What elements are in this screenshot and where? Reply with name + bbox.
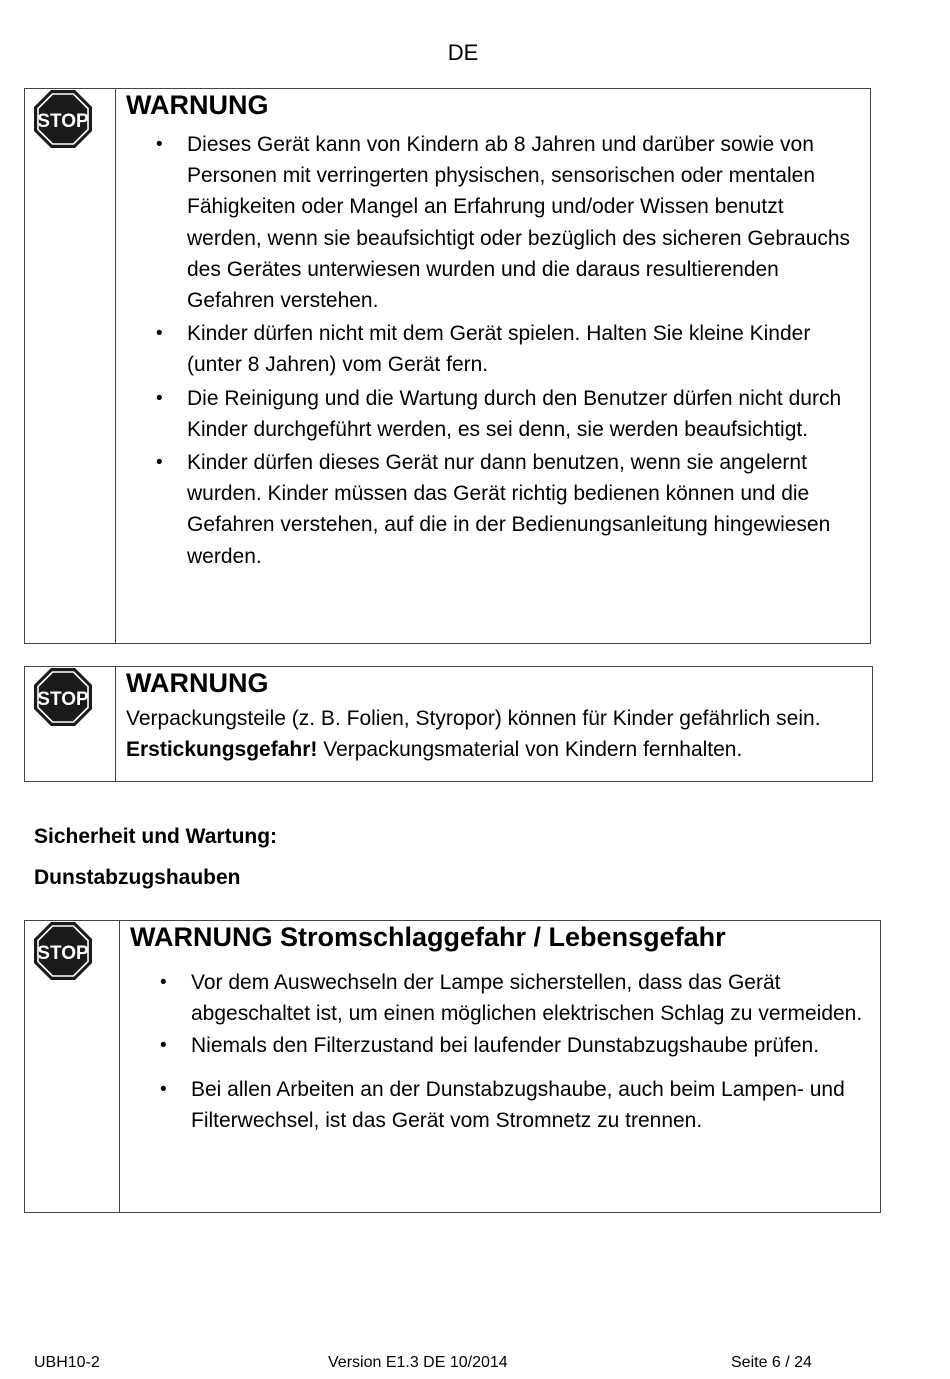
section-subheading: Dunstabzugshauben	[34, 866, 241, 889]
list-item: • Bei allen Arbeiten an der Dunstabzugshaube, auch beim Lampen- und Filterwechsel, ist das Gerät vom Stromnetz zu trennen.	[130, 1074, 868, 1136]
warning-list	[126, 129, 870, 572]
footer-version: Version E1.3 DE 10/2014	[328, 1354, 508, 1371]
warning-text: Verpackungsteile (z. B. Folien, Styropor) können für Kinder gefährlich sein. Erstickungsgefahr! Verpackungsmaterial von Kindern fernhalten.	[126, 707, 821, 761]
list-item: • Kinder dürfen nicht mit dem Gerät spielen. Halten Sie kleine Kinder (unter 8 Jahren) vom Gerät fern.	[126, 318, 862, 380]
section-heading: Sicherheit und Wartung:	[34, 825, 278, 848]
svg-text:STOP: STOP	[37, 943, 89, 964]
warning-box-children	[24, 88, 871, 644]
stop-sign-icon	[33, 921, 93, 981]
warning-title: WARNUNG	[126, 668, 269, 698]
footer-model: UBH10-2	[34, 1354, 100, 1371]
warning-box-packaging	[24, 666, 873, 782]
warning-list	[130, 967, 880, 1136]
warning-box-electric	[24, 920, 881, 1213]
stop-sign-icon	[33, 89, 93, 149]
svg-text:STOP: STOP	[37, 689, 89, 710]
stop-sign-icon	[33, 667, 93, 727]
page-language: DE	[447, 40, 479, 65]
svg-text:STOP: STOP	[37, 111, 89, 132]
warning-title: WARNUNG	[126, 90, 269, 120]
list-item: • Die Reinigung und die Wartung durch den Benutzer dürfen nicht durch Kinder durchgeführt werden, es sei denn, sie werden beaufsichtigt.	[126, 383, 862, 445]
warning-emphasis: Erstickungsgefahr!	[126, 738, 318, 761]
footer-page-number: Seite 6 / 24	[731, 1354, 812, 1371]
list-item: • Vor dem Auswechseln der Lampe sicherstellen, dass das Gerät abgeschaltet ist, um einen möglichen elektrischen Schlag zu vermeiden.	[130, 967, 868, 1029]
list-item: • Dieses Gerät kann von Kindern ab 8 Jahren und darüber sowie von Personen mit verringerten physischen, sensorischen oder mentalen Fähigkeiten oder Mangel an Erfahrung und/oder Wissen benutzt werden, wenn sie beaufsichtigt oder bezüglich des sicheren Gebrauchs des Gerätes unterwiesen wurden und die daraus resultierenden Gefahren verstehen.	[126, 129, 862, 316]
warning-title: WARNUNG Stromschlaggefahr / Lebensgefahr	[130, 922, 726, 952]
list-item: • Kinder dürfen dieses Gerät nur dann benutzen, wenn sie angelernt wurden. Kinder müssen das Gerät richtig bedienen können und die Gefahren verstehen, auf die in der Bedienungsanleitung hingewiesen werden.	[126, 447, 862, 572]
list-item: • Niemals den Filterzustand bei laufender Dunstabzugshaube prüfen.	[130, 1030, 868, 1061]
